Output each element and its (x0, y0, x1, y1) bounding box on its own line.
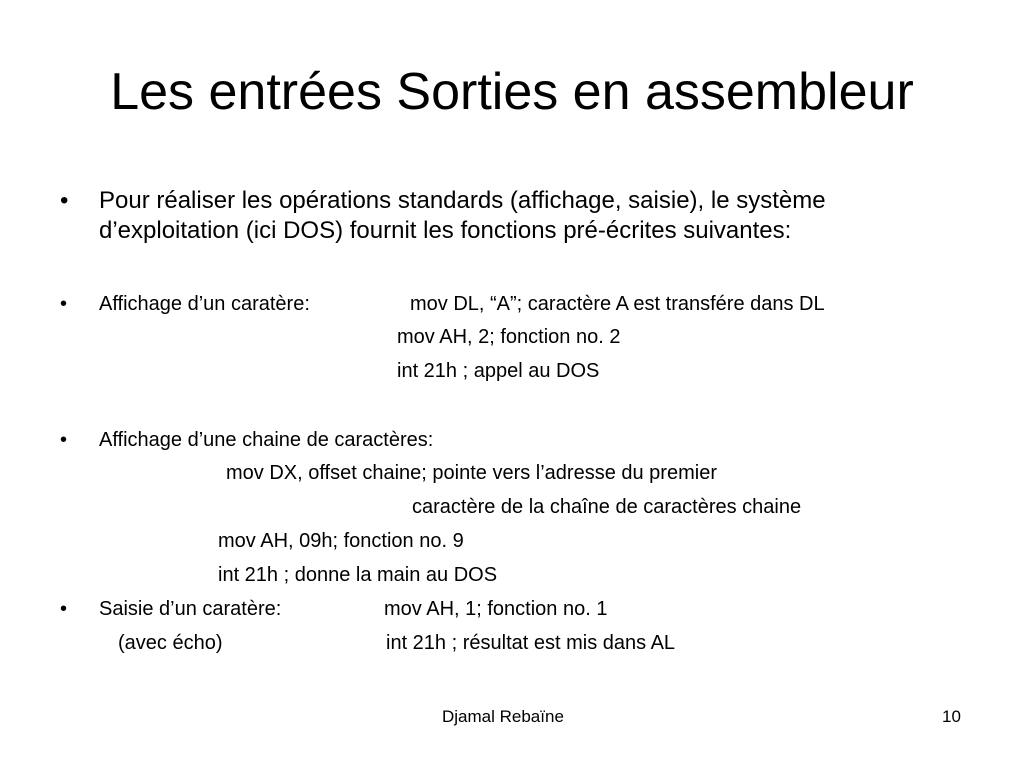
bullet-char-display: • (60, 293, 68, 315)
bullet-char-input: • (60, 598, 68, 620)
char-input-line-1: mov AH, 1; fonction no. 1 (384, 598, 608, 620)
string-display-line-2: caractère de la chaîne de caractères chaine (412, 496, 802, 518)
bullet-intro: • (60, 187, 69, 214)
char-display-label: Affichage d’un caratère: (99, 293, 310, 315)
string-display-line-4: int 21h ; donne la main au DOS (218, 564, 498, 586)
char-display-line-2: mov AH, 2; fonction no. 2 (397, 326, 621, 348)
string-display-label: Affichage d’une chaine de caractères: (99, 429, 434, 451)
slide-title: Les entrées Sorties en assembleur (110, 63, 914, 121)
char-display-line-1: mov DL, “A”; caractère A est transfére dans DL (410, 293, 825, 315)
bullet-string-display: • (60, 429, 68, 451)
string-display-line-3: mov AH, 09h; fonction no. 9 (218, 530, 464, 552)
footer-author: Djamal Rebaïne (442, 707, 564, 726)
intro-line-2: d’exploitation (ici DOS) fournit les fonctions pré-écrites suivantes: (99, 217, 792, 244)
char-display-line-3: int 21h ; appel au DOS (397, 360, 600, 382)
char-input-line-2: int 21h ; résultat est mis dans AL (386, 632, 676, 654)
intro-line-1: Pour réaliser les opérations standards (affichage, saisie), le système (99, 187, 826, 214)
footer-page-number: 10 (942, 707, 961, 726)
char-input-label-2: (avec écho) (118, 632, 223, 654)
string-display-line-1: mov DX, offset chaine; pointe vers l’adresse du premier (226, 462, 717, 484)
char-input-label: Saisie d’un caratère: (99, 598, 282, 620)
